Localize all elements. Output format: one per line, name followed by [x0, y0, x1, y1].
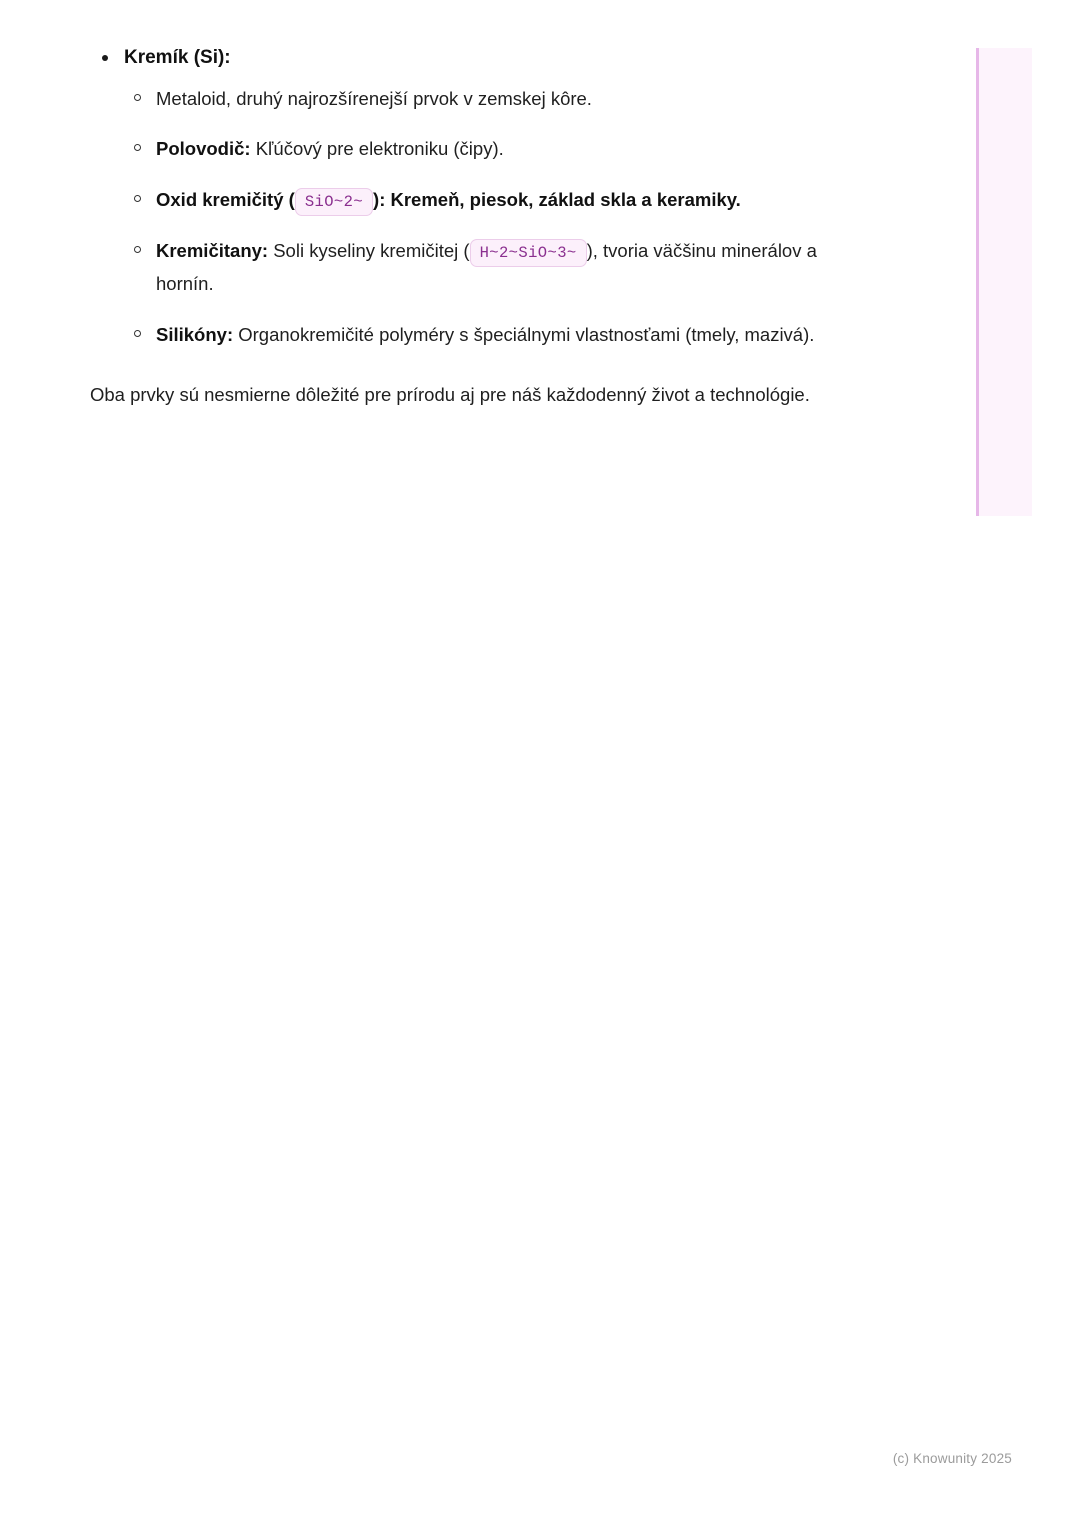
subtopic-lead: Polovodič:: [156, 138, 251, 160]
subtopic-text: Metaloid, druhý najrozšírenejší prvok v zemskej kôre.: [156, 87, 592, 109]
subtopic-text-after: ): Kremeň, piesok, základ skla a keramiky.: [373, 189, 741, 211]
list-item: [124, 133, 830, 166]
subtopic-lead: Kremičitany:: [156, 240, 269, 262]
topic-list: [90, 44, 830, 352]
subtopic-list: [124, 83, 830, 353]
list-item: [124, 83, 830, 116]
closing-paragraph: Oba prvky sú nesmierne dôležité pre prírodu aj pre náš každodenný život a technológie.: [90, 384, 810, 406]
topic-silicon: [90, 44, 830, 352]
decorative-side-bar: [976, 48, 1032, 516]
subtopic-lead: Oxid kremičitý (: [156, 189, 295, 211]
list-item: [124, 184, 830, 217]
subtopic-text: Kľúčový pre elektroniku (čipy).: [250, 138, 504, 160]
list-item: [124, 235, 830, 301]
copyright-footer: (c) Knowunity 2025: [892, 1451, 1012, 1466]
chemical-formula-h2sio3: H~2~SiO~3~: [470, 239, 587, 267]
subtopic-text-after: ), tvoria väčšinu minerálov a hornín.: [156, 240, 817, 295]
topic-title: Kremík (Si):: [124, 47, 231, 68]
subtopic-lead: Silikóny:: [156, 324, 234, 346]
document-body: [90, 44, 830, 412]
subtopic-text: Organokremičité polyméry s špeciálnymi vlastnosťami (tmely, mazivá).: [233, 324, 815, 346]
chemical-formula-sio2: SiO~2~: [295, 188, 373, 216]
list-item: [124, 319, 830, 352]
subtopic-text: Soli kyseliny kremičitej (: [268, 240, 470, 262]
